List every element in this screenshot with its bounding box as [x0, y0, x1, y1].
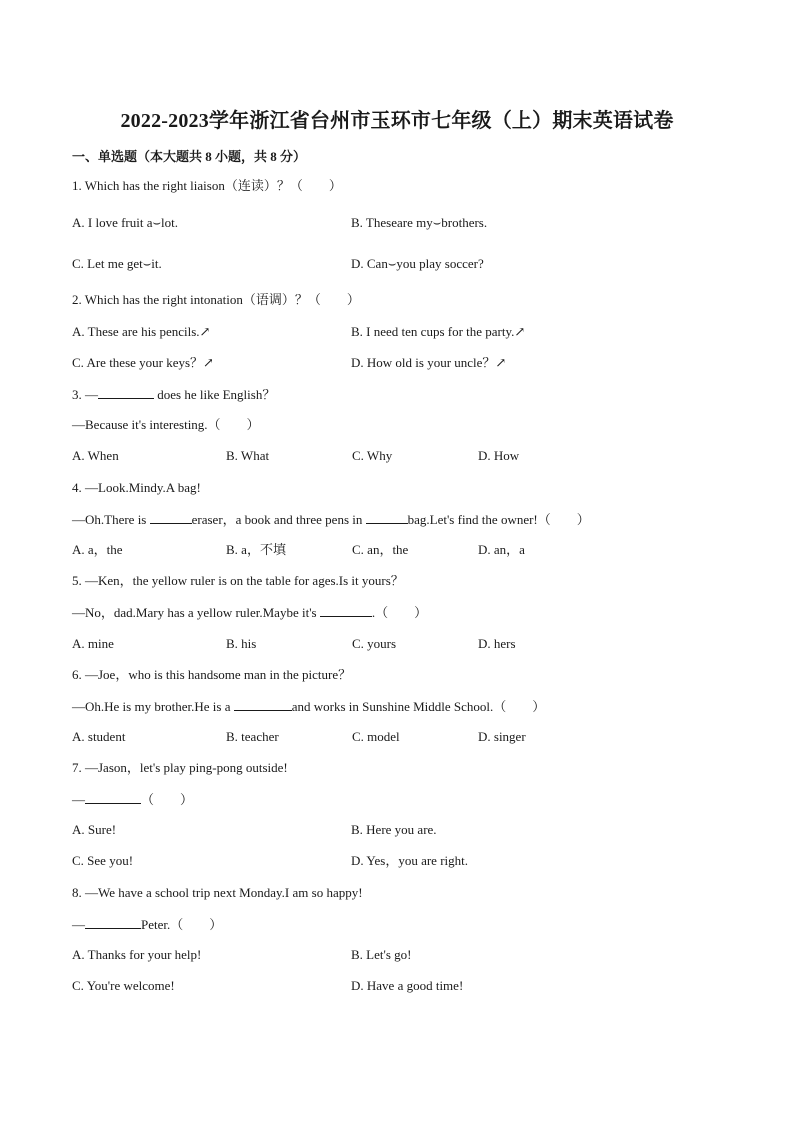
q1-option-b[interactable]: B. Theseare my⌣brothers. — [351, 215, 488, 230]
q8-line2-a: — — [72, 917, 85, 932]
question-6-stem: 6. —Joe，who is this handsome man in the picture？ — [72, 667, 352, 682]
q3-option-c[interactable]: C. Why — [352, 448, 393, 463]
q7-blank[interactable] — [85, 791, 141, 804]
q3-stem-post: does he like English？ — [154, 387, 276, 402]
q5-line2-b: .（ ） — [371, 605, 428, 620]
q5-option-b[interactable]: B. his — [226, 636, 257, 651]
q3-option-b[interactable]: B. What — [226, 448, 270, 463]
question-3-line2: —Because it's interesting.（ ） — [72, 417, 260, 432]
q4-option-c[interactable]: C. an，the — [352, 542, 409, 557]
q2-option-b[interactable]: B. I need ten cups for the party.↗ — [351, 324, 526, 339]
q8-blank[interactable] — [85, 916, 141, 929]
q1-option-a[interactable]: A. I love fruit a⌣lot. — [72, 215, 179, 230]
q4-line2-b: eraser，a book and three pens in — [191, 512, 366, 527]
question-3-stem — [72, 386, 275, 403]
q6-blank[interactable] — [234, 698, 292, 711]
q4-blank-1[interactable] — [150, 511, 192, 524]
q6-option-d[interactable]: D. singer — [478, 729, 526, 744]
q4-option-a[interactable]: A. a，the — [72, 542, 123, 557]
question-5-line2 — [72, 604, 427, 621]
question-8-stem: 8. —We have a school trip next Monday.I am so happy! — [72, 885, 363, 900]
q2-option-d[interactable]: D. How old is your uncle？↗ — [351, 355, 507, 370]
q4-line2-c: bag.Let's find the owner!（ ） — [407, 512, 590, 527]
q4-option-d[interactable]: D. an，a — [478, 542, 525, 557]
q1-option-c[interactable]: C. Let me get⌣it. — [72, 256, 162, 271]
question-1-stem: 1. Which has the right liaison（连读）？（ ） — [72, 178, 342, 193]
q7-line2-b: （ ） — [141, 792, 194, 807]
q7-option-d[interactable]: D. Yes，you are right. — [351, 853, 468, 868]
q4-line2-a: —Oh.There is — [72, 512, 150, 527]
q6-option-c[interactable]: C. model — [352, 729, 400, 744]
q5-line2-a: —No，dad.Mary has a yellow ruler.Maybe it's — [72, 605, 320, 620]
exam-title: 2022-2023学年浙江省台州市玉环市七年级（上）期末英语试卷 — [120, 110, 674, 132]
question-5-stem: 5. —Ken，the yellow ruler is on the table for ages.Is it yours？ — [72, 573, 404, 588]
q5-option-d[interactable]: D. hers — [478, 636, 516, 651]
q7-option-b[interactable]: B. Here you are. — [351, 822, 437, 837]
q6-line2-a: —Oh.He is my brother.He is a — [72, 699, 234, 714]
q4-option-b[interactable]: B. a，不填 — [226, 542, 286, 557]
question-2-stem: 2. Which has the right intonation（语调）？（ ） — [72, 292, 360, 307]
section-heading: 一、单选题（本大题共 8 小题，共 8 分） — [72, 149, 307, 164]
q8-option-b[interactable]: B. Let's go! — [351, 947, 412, 962]
q1-option-d[interactable]: D. Can⌣you play soccer? — [351, 256, 484, 271]
question-4-stem: 4. —Look.Mindy.A bag! — [72, 480, 201, 495]
q8-line2-b: Peter.（ ） — [141, 917, 223, 932]
q6-line2-b: and works in Sunshine Middle School.（ ） — [291, 699, 546, 714]
q4-blank-2[interactable] — [366, 511, 408, 524]
q3-option-d[interactable]: D. How — [478, 448, 520, 463]
question-4-line2 — [72, 511, 590, 528]
q7-line2-a: — — [72, 792, 85, 807]
q5-blank[interactable] — [320, 604, 372, 617]
q3-blank[interactable] — [98, 386, 154, 399]
q2-option-c[interactable]: C. Are these your keys？↗ — [72, 355, 214, 370]
q7-option-c[interactable]: C. See you! — [72, 853, 134, 868]
question-6-line2 — [72, 698, 545, 715]
q5-option-a[interactable]: A. mine — [72, 636, 114, 651]
question-7-line2 — [72, 791, 193, 808]
q7-option-a[interactable]: A. Sure! — [72, 822, 117, 837]
q6-option-b[interactable]: B. teacher — [226, 729, 279, 744]
q8-option-a[interactable]: A. Thanks for your help! — [72, 947, 202, 962]
q3-stem-pre: 3. — — [72, 387, 98, 402]
question-7-stem: 7. —Jason，let's play ping-pong outside! — [72, 760, 288, 775]
q6-option-a[interactable]: A. student — [72, 729, 126, 744]
q3-option-a[interactable]: A. When — [72, 448, 119, 463]
q8-option-d[interactable]: D. Have a good time! — [351, 978, 464, 993]
q5-option-c[interactable]: C. yours — [352, 636, 397, 651]
q2-option-a[interactable]: A. These are his pencils.↗ — [72, 324, 211, 339]
q8-option-c[interactable]: C. You're welcome! — [72, 978, 175, 993]
question-8-line2 — [72, 916, 222, 933]
